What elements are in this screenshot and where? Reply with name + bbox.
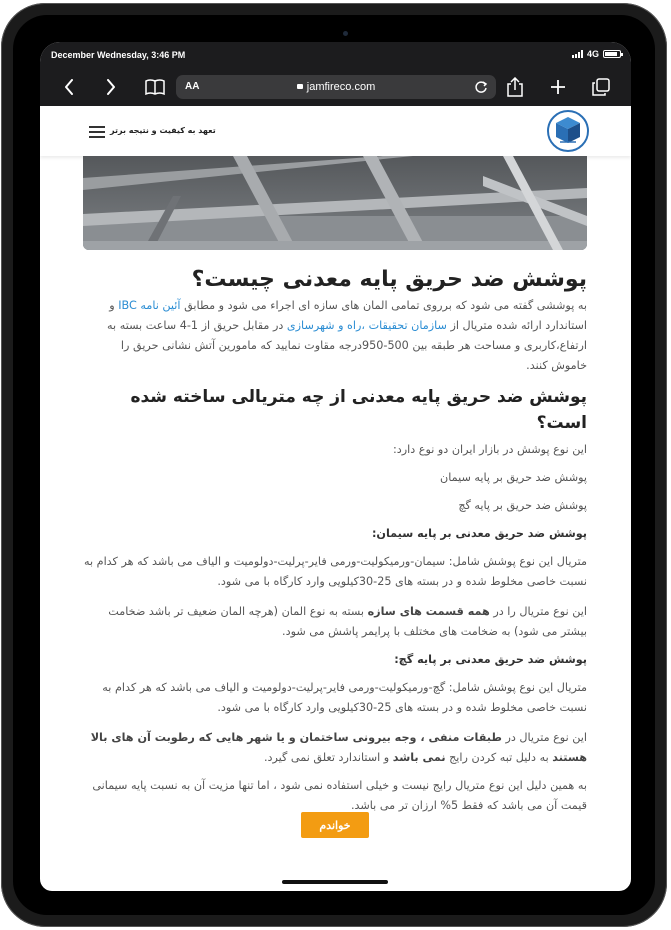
reload-icon: [474, 80, 488, 94]
intro-text-3: در مقابل حریق از 1-4 ساعت بسته به ارتفاع،کاربری و مساحت هر طبقه بین 500-950درجه مقاوت نمایید که مامورین آتش نشانی حریق را خاموش کنند.: [107, 319, 587, 372]
battery-icon: [603, 50, 621, 58]
status-time: December Wednesday, 3:46 PM: [51, 50, 186, 60]
gypsum-subheading: پوشش ضد حریق معدنی بر پایه گچ:: [394, 653, 587, 666]
status-indicators: [572, 49, 621, 59]
cement-p2-bold: همه قسمت های سازه: [367, 605, 490, 618]
screen: [40, 42, 631, 891]
cement-paragraph-1: متریال این نوع پوشش شامل: سیمان-ورمیکولیت-ورمی فایر-پرلیت-دولومیت و الیاف می باشد که هر کدام به نسبت خاصی مخلوط شده و در بسته های 25-30کیلویی وارد کارگاه با می شود.: [83, 555, 587, 588]
cube-logo-icon[interactable]: [546, 109, 590, 153]
read-button[interactable]: خواندم: [301, 812, 369, 838]
cement-p2-text-1: این نوع متریال را در: [489, 605, 587, 618]
share-icon: [507, 77, 523, 97]
read-button-container: [301, 812, 369, 838]
reader-options-button[interactable]: AA: [185, 81, 200, 92]
url-display: [176, 81, 496, 93]
bookmarks-button[interactable]: [142, 74, 168, 100]
intro-text-1: به پوششی گفته می شود که برروی تمامی المان های سازه ای اجراء می شود و مطابق: [180, 299, 587, 312]
gypsum-p2-bold-1: طبقات منفی ، وجه بیرونی ساختمان و یا شهر هایی که رطوبت آن های بالا هستند: [90, 731, 587, 764]
cement-p2-text-2: بسته به نوع المان (هرچه المان ضعیف تر باشد ضخامت بیشتر می شود) به ضخامت های مختلف با پرایمر پاشش می شود.: [108, 605, 587, 638]
gypsum-p2-bold-2: نمی باشد: [392, 751, 446, 764]
gypsum-p2-text-3: و استاندارد تعلق نمی گیرد.: [263, 751, 393, 764]
url-text: jamfireco.com: [306, 81, 376, 93]
new-tab-button[interactable]: [545, 74, 571, 100]
browser-chrome: [40, 42, 631, 106]
materials-heading: پوشش ضد حریق پایه معدنی از چه متریالی ساخته شده است؟: [130, 387, 587, 433]
ibc-link[interactable]: آئین نامه IBC: [118, 299, 181, 312]
tabs-button[interactable]: [588, 74, 614, 100]
site-tagline: تعهد به کیفیت و نتیجه برتر: [110, 126, 216, 135]
share-button[interactable]: [502, 74, 528, 100]
status-bar: [40, 42, 631, 64]
hamburger-menu-button[interactable]: [89, 126, 105, 138]
types-intro: این نوع پوشش در بازار ایران دو نوع دارد:: [392, 443, 587, 456]
intro-paragraph: [83, 296, 587, 376]
network-label: 4G: [586, 49, 599, 59]
book-icon: [145, 79, 165, 95]
site-header: [40, 106, 631, 156]
forward-button[interactable]: [98, 74, 124, 100]
tabs-icon: [592, 78, 610, 96]
signal-icon: [572, 50, 583, 58]
front-camera: [343, 31, 348, 36]
steel-structure-photo: [83, 156, 587, 250]
address-bar[interactable]: [176, 75, 496, 99]
research-org-link[interactable]: سازمان تحقیقات ،راه و شهرسازی: [286, 319, 447, 332]
closing-paragraph: به همین دلیل این نوع متریال رایج نیست و خیلی استفاده نمی شود ، اما تنها مزیت آن به نسبت پایه سیمانی قیمت آن می باشد که فقط 5% ارزان تر می باشد.: [92, 779, 587, 812]
browser-toolbar: [40, 70, 631, 104]
intro-text-2: و استاندارد ارائه شده متریال از: [109, 299, 587, 332]
back-button[interactable]: [56, 74, 82, 100]
gypsum-p2-text-1: این نوع متریال در: [501, 731, 587, 744]
type-item-gypsum: پوشش ضد حریق بر پایه گچ: [458, 499, 587, 512]
article-title: پوشش ضد حریق پایه معدنی چیست؟: [191, 267, 587, 292]
chevron-left-icon: [64, 79, 74, 95]
gypsum-paragraph-2: [83, 728, 587, 768]
gypsum-paragraph-1: متریال این نوع پوشش شامل: گچ-ورمیکولیت-ورمی فایر-پرلیت-دولومیت و الیاف می باشد که هر کدام به نسبت خاصی مخلوط شده و در بسته های 25-30کیلویی وارد کارگاه با می شود.: [102, 681, 587, 714]
home-indicator[interactable]: [282, 880, 388, 884]
chevron-right-icon: [106, 79, 116, 95]
cement-subheading: پوشش ضد حریق معدنی بر پایه سیمان:: [371, 527, 587, 540]
article-content: [83, 264, 587, 824]
reload-button[interactable]: [474, 79, 488, 98]
hero-image: [83, 156, 587, 250]
type-item-cement: پوشش ضد حریق بر پایه سیمان: [440, 471, 587, 484]
gypsum-p2-text-2: به دلیل تبه کردن رایج: [445, 751, 553, 764]
lock-icon: [297, 84, 303, 89]
plus-icon: [550, 79, 566, 95]
cement-paragraph-2: [83, 602, 587, 642]
